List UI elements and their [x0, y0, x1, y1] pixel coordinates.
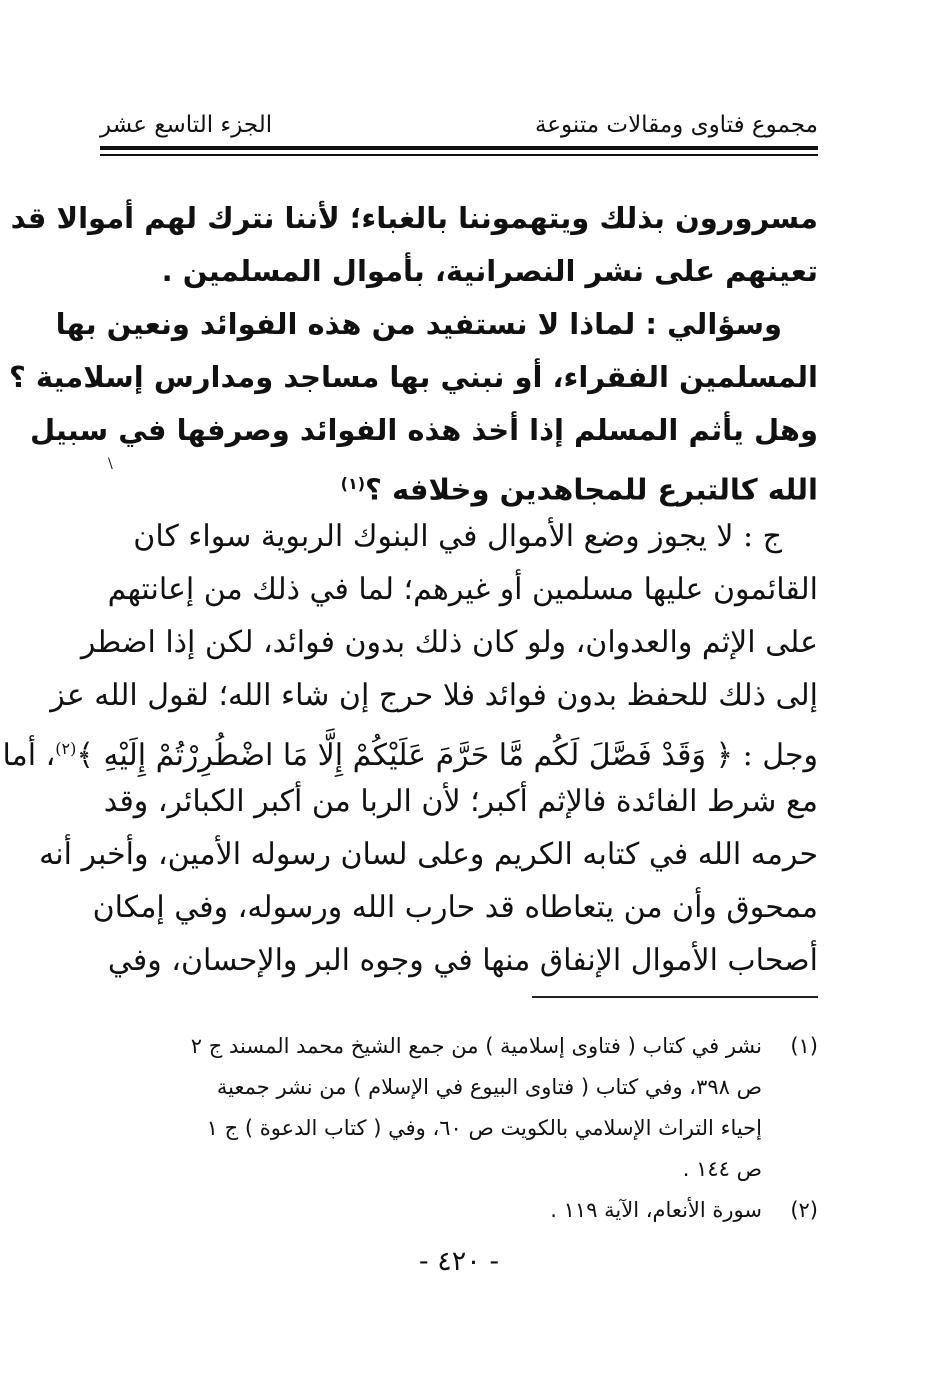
answer-block: [2, 510, 818, 987]
answer-line: مع شرط الفائدة فالإثم أكبر؛ لأن الربا من أكبر الكبائر، وقد: [103, 784, 818, 819]
footnote-number: (١): [790, 1034, 818, 1058]
footnote-line: ص ١٤٤ .: [682, 1157, 762, 1181]
answer-line: ممحوق وأن من يتعاطاه قد حارب الله ورسوله، وفي إمكان: [92, 890, 818, 925]
running-header: [100, 104, 818, 144]
answer-line: أصحاب الأموال الإنفاق منها في وجوه البر والإحسان، وفي: [107, 943, 818, 978]
book-title: مجموع فتاوى ومقالات متنوعة: [534, 112, 818, 138]
question-line-last: [160, 457, 818, 510]
footnote-2: [100, 1190, 818, 1231]
question-line: تعينهم على نشر النصرانية، بأموال المسلمين .: [161, 254, 818, 288]
answer-line: على الإثم والعدوان، ولو كان ذلك بدون فوائد، لكن إذا اضطر: [80, 625, 818, 660]
question-block: [8, 192, 818, 510]
answer-verse-line: [2, 722, 818, 775]
header-rule-thin: [100, 154, 818, 156]
answer-line: ج : لا يجوز وضع الأموال في البنوك الربوية سواء كان: [133, 519, 782, 554]
volume-part: الجزء التاسع عشر: [100, 112, 273, 138]
answer-line: حرمه الله في كتابه الكريم وعلى لسان رسوله الأمين، وأخبر أنه: [39, 837, 818, 872]
quran-verse: وجل : ﴿ وَقَدْ فَصَّلَ لَكُم مَّا حَرَّمَ عَلَيْكُمْ إِلَّا مَا اضْطُرِرْتُمْ إِلَيْهِ ﴾: [76, 738, 818, 773]
footnote-ref-1: (١): [340, 474, 366, 493]
answer-line: إلى ذلك للحفظ بدون فوائد فلا حرج إن شاء الله؛ لقول الله عز: [50, 678, 818, 713]
footnote-separator: [532, 996, 818, 998]
question-line: مسرورون بذلك ويتهموننا بالغباء؛ لأننا نترك لهم أموالا قد: [10, 201, 818, 235]
footnote-line: نشر في كتاب ( فتاوى إسلامية ) من جمع الشيخ محمد المسند ج ٢: [190, 1034, 762, 1058]
question-line: المسلمين الفقراء، أو نبني بها مساجد ومدارس إسلامية ؟: [8, 360, 818, 394]
footnote-ref-2: (٢): [55, 739, 77, 758]
header-rule-thick: [100, 146, 818, 150]
footnote-line: سورة الأنعام، الآية ١١٩ .: [550, 1198, 762, 1222]
question-line: وسؤالي : لماذا لا نستفيد من هذه الفوائد ونعين بها: [55, 307, 782, 341]
footnote-1: [100, 1026, 818, 1190]
footnote-number: (٢): [790, 1198, 818, 1222]
footnote-line: إحياء التراث الإسلامي بالكويت ص ٦٠، وفي ( كتاب الدعوة ) ج ١: [206, 1116, 762, 1140]
margin-mark: \: [108, 456, 113, 472]
answer-line: القائمون عليها مسلمين أو غيرهم؛ لما في ذلك من إعانتهم: [107, 572, 818, 607]
page-number: - ٤٢٠ -: [418, 1246, 500, 1277]
footnotes: [100, 1026, 818, 1231]
verse-line-end: ، أما: [2, 738, 56, 773]
question-line: وهل يأثم المسلم إذا أخذ هذه الفوائد وصرفها في سبيل: [30, 413, 818, 447]
question-text: الله كالتبرع للمجاهدين وخلافه ؟: [365, 472, 818, 507]
footnote-line: ص ٣٩٨، وفي كتاب ( فتاوى البيوع في الإسلام ) من نشر جمعية: [216, 1075, 762, 1099]
main-text: [2, 192, 818, 987]
